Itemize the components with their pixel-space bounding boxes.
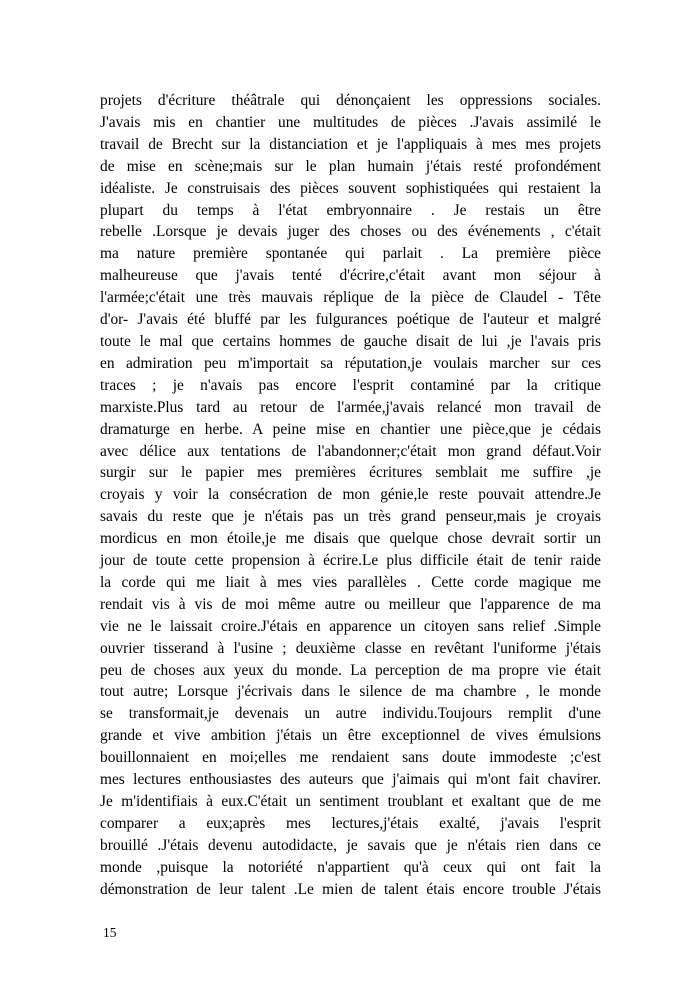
text-line: démonstration de leur talent .Le mien de talent étais encore trouble J'étais	[100, 880, 601, 898]
text-line: jour de toute cette propension à écrire.Le plus difficile était de tenir raide	[100, 552, 601, 570]
text-line: bouillonnaient en moi;elles me rendaient sans doute immodeste ;c'est	[100, 749, 601, 767]
text-line: rendait vis à vis de moi même autre ou meilleur que l'apparence de ma	[100, 595, 601, 613]
text-line: plupart du temps à l'état embryonnaire . Je restais un être	[100, 201, 601, 219]
text-line: ouvrier tisserand à l'usine ; deuxième classe en revêtant l'uniforme j'étais	[100, 639, 601, 657]
text-line: mes lectures enthousiastes des auteurs que j'aimais qui m'ont fait chavirer.	[100, 771, 601, 789]
text-line: brouillé .J'étais devenu autodidacte, je savais que je n'étais rien dans ce	[100, 836, 601, 854]
text-block	[100, 90, 601, 901]
text-line: comparer a eux;après mes lectures,j'étais exalté, j'avais l'esprit	[100, 814, 601, 832]
text-line: travail de Brecht sur la distanciation et je l'appliquais à mes mes projets	[100, 135, 601, 153]
text-line: tout autre; Lorsque j'écrivais dans le silence de ma chambre , le monde	[100, 683, 601, 701]
text-line: avec délice aux tentations de l'abandonner;c'était mon grand défaut.Voir	[100, 442, 601, 460]
text-line: la corde qui me liait à mes vies parallèles . Cette corde magique me	[100, 573, 601, 591]
text-line: se transformait,je devenais un autre individu.Toujours remplit d'une	[100, 705, 601, 723]
text-line: surgir sur le papier mes premières écritures semblait me suffire ,je	[100, 464, 601, 482]
text-line: savais du reste que je n'étais pas un très grand penseur,mais je croyais	[100, 508, 601, 526]
text-line: croyais y voir la consécration de mon génie,le reste pouvait attendre.Je	[100, 486, 601, 504]
text-line: peu de choses aux yeux du monde. La perception de ma propre vie était	[100, 661, 601, 679]
text-line: traces ; je n'avais pas encore l'esprit contaminé par la critique	[100, 376, 601, 394]
text-line: mordicus en mon étoile,je me disais que quelque chose devrait sortir un	[100, 530, 601, 548]
text-line: vie ne le laissait croire.J'étais en apparence un citoyen sans relief .Simple	[100, 617, 601, 635]
text-line: grande et vive ambition j'étais un être exceptionnel de vives émulsions	[100, 727, 601, 745]
text-line: rebelle .Lorsque je devais juger des choses ou des événements , c'était	[100, 223, 601, 241]
text-line: J'avais mis en chantier une multitudes de pièces .J'avais assimilé le	[100, 113, 601, 131]
text-line: marxiste.Plus tard au retour de l'armée,j'avais relancé mon travail de	[100, 398, 601, 416]
text-line: en admiration peu m'importait sa réputation,je voulais marcher sur ces	[100, 354, 601, 372]
text-line: idéaliste. Je construisais des pièces souvent sophistiquées qui restaient la	[100, 179, 601, 197]
text-line: l'armée;c'était une très mauvais réplique de la pièce de Claudel - Tête	[100, 289, 601, 307]
text-line: de mise en scène;mais sur le plan humain j'étais resté profondément	[100, 157, 601, 175]
text-line: ma nature première spontanée qui parlait . La première pièce	[100, 245, 601, 263]
text-line: projets d'écriture théâtrale qui dénonçaient les oppressions sociales.	[100, 92, 601, 109]
text-line: dramaturge en herbe. A peine mise en chantier une pièce,que je cédais	[100, 420, 601, 438]
text-line: Je m'identifiais à eux.C'était un sentiment troublant et exaltant que de me	[100, 793, 601, 810]
page-number: 15	[103, 925, 117, 940]
text-line: monde ,puisque la notoriété n'appartient qu'à ceux qui ont fait la	[100, 858, 601, 876]
text-line: d'or- J'avais été bluffé par les fulgurances poétique de l'auteur et malgré	[100, 311, 601, 329]
text-line: malheureuse que j'avais tenté d'écrire,c'était avant mon séjour à	[100, 267, 601, 285]
text-line: toute le mal que certains hommes de gauche disait de lui ,je l'avais pris	[100, 332, 601, 350]
